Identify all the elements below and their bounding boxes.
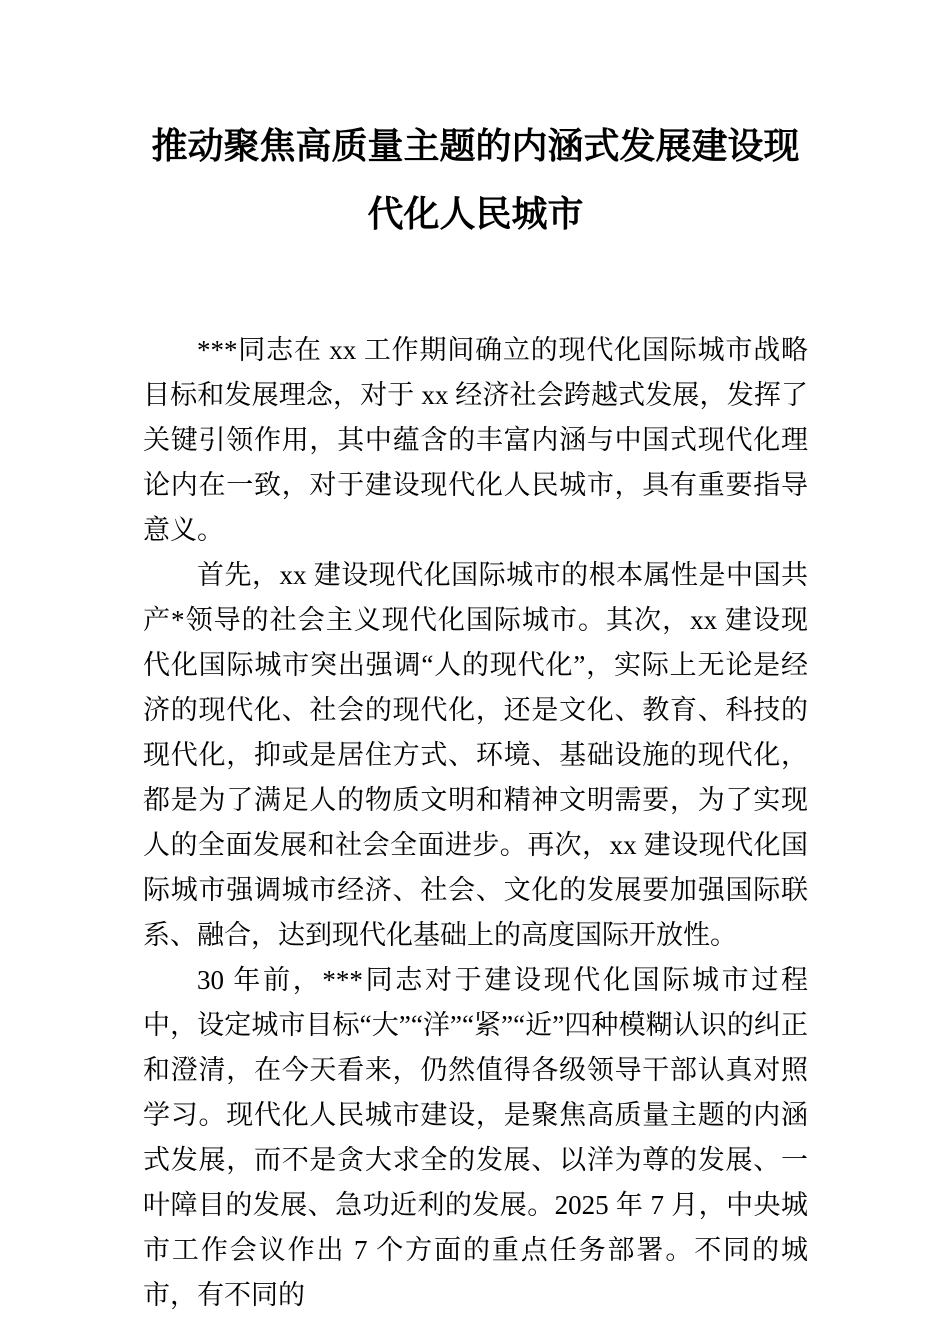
document-body bbox=[143, 328, 808, 1318]
paragraph-three-points: 首先，xx 建设现代化国际城市的根本属性是中国共产*领导的社会主义现代化国际城市。其次，xx 建设现代化国际城市突出强调“人的现代化”，实际上无论是经济的现代化、社会的现代化，还是文化、教育、科技的现代化，抑或是居住方式、环境、基础设施的现代化，都是为了满足人的物质文明和精神文明需要，为了实现人的全面发展和社会全面进步。再次，xx 建设现代化国际城市强调城市经济、社会、文化的发展要加强国际联系、融合，达到现代化基础上的高度国际开放性。 bbox=[143, 560, 808, 950]
document-title: 推动聚焦高质量主题的内涵式发展建设现代化人民城市 bbox=[151, 126, 800, 234]
paragraph-30-years: 30 年前，***同志对于建设现代化国际城市过程中，设定城市目标“大”“洋”“紧”“近”四种模糊认识的纠正和澄清，在今天看来，仍然值得各级领导干部认真对照学习。现代化人民城市建设，是聚焦高质量主题的内涵式发展，而不是贪大求全的发展、以洋为尊的发展、一叶障目的发展、急功近利的发展。2025 年 7 月，中央城市工作会议作出 7 个方面的重点任务部署。不同的城市，有不同的 bbox=[143, 965, 808, 1310]
paragraph-intro: ***同志在 xx 工作期间确立的现代化国际城市战略目标和发展理念，对于 xx 经济社会跨越式发展，发挥了关键引领作用，其中蕴含的丰富内涵与中国式现代化理论内在一致，对于建设现代化人民城市，具有重要指导意义。 bbox=[143, 335, 808, 545]
